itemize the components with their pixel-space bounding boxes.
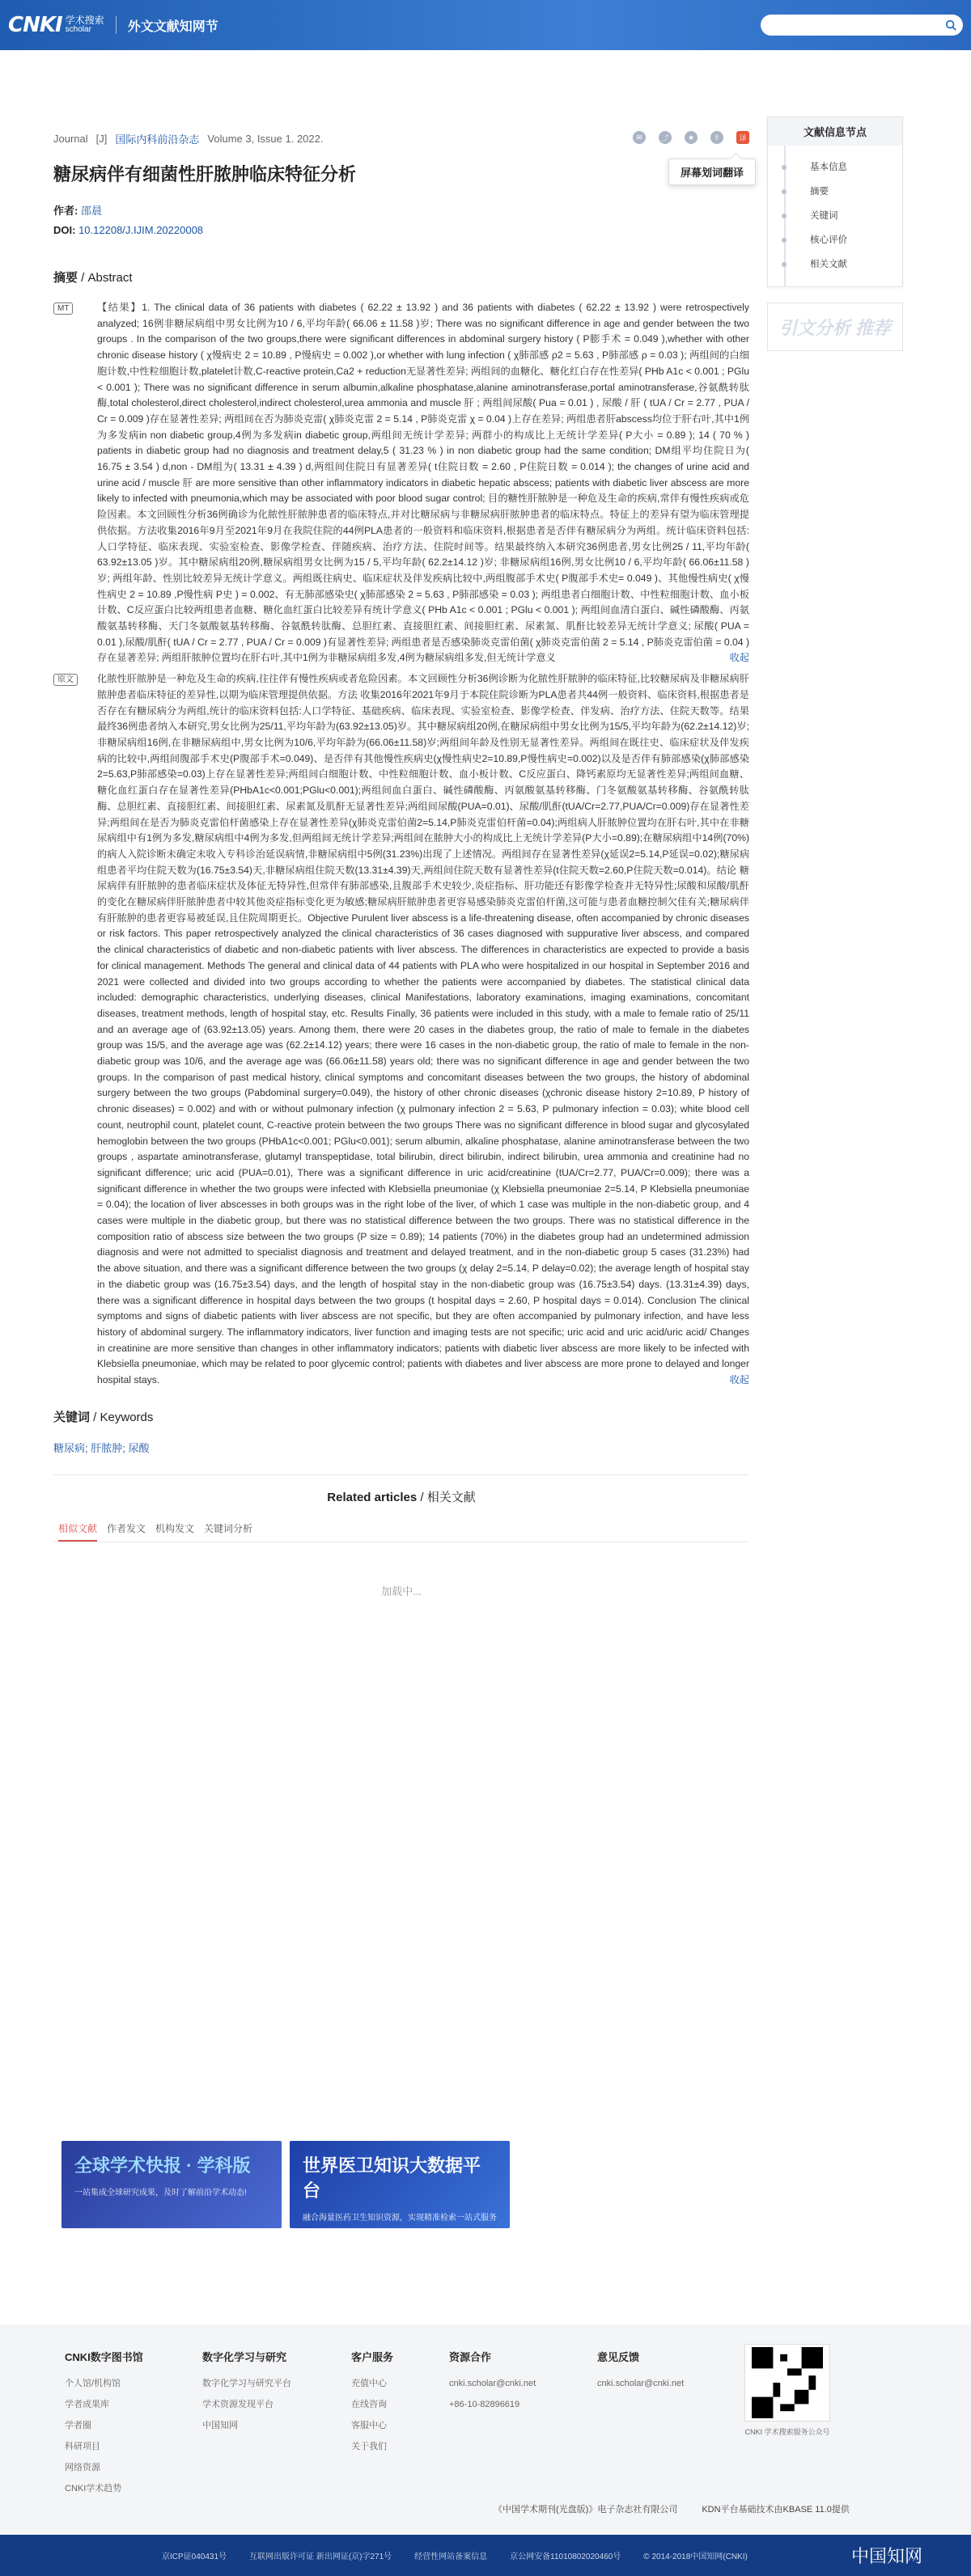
keywords-label: 关键词 (53, 1410, 91, 1424)
footer-col-title: 客户服务 (351, 2351, 394, 2363)
footer-col-title: 意见反馈 (597, 2351, 640, 2363)
banner-title: 全球学术快报 · 学科版 (74, 2155, 251, 2176)
related-title: Related articles (327, 1490, 418, 1504)
bottom-bar (0, 2535, 971, 2576)
sidebar-item-basic-info[interactable]: 基本信息 (810, 155, 902, 180)
mt-badge: MT (53, 302, 73, 315)
divider (53, 1474, 749, 1475)
footer-phone: +86-10-82896619 (449, 2400, 520, 2409)
qr-code-icon (752, 2347, 823, 2418)
police-filing-text[interactable]: 京公网安备11010802020460号 (510, 2553, 621, 2561)
footer-link[interactable]: 中国知网 (202, 2421, 238, 2430)
keywords-label-en: Keywords (100, 1410, 154, 1424)
citation-analysis-ad[interactable]: 引文分析 推荐 (767, 302, 903, 351)
sidebar-item-related[interactable]: 相关文献 (810, 252, 902, 277)
sidebar-item-core-eval[interactable]: 核心评价 (810, 228, 902, 252)
filing-text[interactable]: 经营性网站备案信息 (414, 2553, 488, 2561)
banner-subtitle: 融合海量医药卫生知识资源，实现精准检索一站式服务 (303, 2214, 497, 2223)
authors-label: 作者: (53, 205, 78, 217)
fold-link-2[interactable]: 收起 (729, 1374, 749, 1386)
footer-col-title: CNKI数字图书馆 (65, 2351, 143, 2363)
abstract-original (53, 671, 749, 1389)
orig-badge: 原文 (53, 674, 78, 686)
qr-caption: CNKI 学术搜索服务公众号 (744, 2428, 830, 2436)
doi-line (53, 224, 749, 236)
tab-similar[interactable]: 相似文献 (58, 1521, 97, 1542)
divider (116, 16, 117, 34)
icp-text[interactable]: 京ICP证040431号 (162, 2553, 227, 2561)
footer-email[interactable]: cnki.scholar@cnki.net (449, 2379, 536, 2388)
logo-mark: CNKI (8, 13, 62, 37)
footer-email[interactable]: cnki.scholar@cnki.net (597, 2379, 685, 2388)
footer-link[interactable]: 关于我们 (351, 2442, 387, 2451)
doi-link[interactable]: 10.12208/J.IJIM.20220008 (78, 224, 204, 236)
footer-link[interactable]: 数字化学习与研究平台 (202, 2379, 291, 2388)
footer-link[interactable]: 科研项目 (65, 2442, 100, 2451)
abstract-label-en: Abstract (87, 271, 133, 285)
footer-col (202, 2347, 291, 2436)
article-title: 糖尿病伴有细菌性肝脓肿临床特征分析 (53, 164, 357, 184)
top-header (0, 0, 971, 50)
footer-link[interactable]: 学者圈 (65, 2421, 91, 2430)
banner-title: 世界医卫知识大数据平台 (303, 2155, 481, 2201)
site-title: 外文文献知网节 (127, 19, 218, 34)
footer-col (597, 2347, 684, 2394)
related-tabs (53, 1521, 749, 1542)
banner-row (61, 2141, 510, 2228)
logo-cn: 学术搜索 (65, 15, 104, 26)
footer-col-title: 数字化学习与研究 (202, 2351, 287, 2363)
tab-keyword-analysis[interactable]: 关键词分析 (204, 1522, 253, 1534)
logo-en: scholar (65, 25, 91, 34)
footer-col (65, 2347, 143, 2499)
banner-subtitle: 一站集成全球研究成果，及时了解前沿学术动态! (74, 2189, 247, 2197)
footer-link[interactable]: 学术资源发现平台 (202, 2400, 273, 2409)
keywords-heading: 关键词 / Keywords (53, 1410, 154, 1424)
tab-author-papers[interactable]: 作者发文 (107, 1522, 146, 1534)
sidebar-item-abstract[interactable]: 摘要 (810, 180, 902, 204)
footer-link[interactable]: 在线咨询 (351, 2400, 387, 2409)
cnki-logo[interactable] (8, 13, 104, 37)
abstract-mt-text: 【结果】1. The clinical data of 36 patients with diabetes ( 62.22 ± 13.92 ) and 36 patients with diabetes ( 62.22 ± 13.92 ) were retrospectively analyzed; 16例非糖尿病组中男女比例为10 / 6,平均年龄( 66.06 ± 11.58 )岁; There was no significant difference in age and gender between the two groups . In the comparison of the two groups,there were significant differences in abdominal surgery history ( P膨手术 = 0.049 ),whether with other chronic disease history ( χ慢病史 2 = 10.89 , P慢病史 = 0.002 ),or whether with lung infection ( χ肺部感 ρ2 = 5.63 , P肺部感 ρ = 0.03 ); 两组间的白细胞计数,中性粒细胞计数,platelet计数,C-reactive protein,Ca2 + reduction无显著性差异; 两组间的血糖化、糖化红白存在性差异( PHb A1c < 0.001 ; PGlu < 0.001 ); There was no significant difference in serum albumin,alkaline phosphatase,alanine aminotransferase,portal aminotransferase,谷氨酰转肽酶,total cholesterol,direct cholesterol,indirect cholesterol,urea ammonia and muscle 肝 ; 两组间尿酸( Pua = 0.01 ) , 尿酸 / 肝 ( tUA / Cr = 2.77 , PUA / Cr = 0.009 )存在显著性差异; 两组间在否为肺炎克雷( χ肺炎克雷 2 = 5.14 , P肺炎克雷 χ = 0.04 )上存在差异; 两组患者肝abscess均位于肝右叶,其中1例为多发病in non diabetic group,4例为多发病in diabetic group,两组间无统计学差异; 两群小的构成比上无统计学差异( P大小 = 0.89 ); 14 ( 70 % ) patients in diabetic group had no diagnosis and treatment delay,5 ( 31.23 % ) in non diabetic group had the same condition; DM组平均住院日为( 16.75 ± 3.54 ) d,non - DM组为( 13.31 ± 4.39 ) d,两组间住院日有显著差异( t住院日数 = 2.60 , P住院日数 = 0.014 ); the changes of urine acid and urine acid / muscle 肝 are more sensitive than other inflammatory indicators in diabetic hepatic abscess; patients with diabetic liver abscess are more likely to infected with pneumonia,which may be associated with poor blood sugar control; 目的糖性肝脓肿是一种危及生命的疾病,常伴有慢性疾病或危险因素。本文回顾性分析36例确诊为化脓性肝脓肿患者的临床特点,并对比糖尿病与非糖尿病肝脓肿患者的临床特点。特征上的差异有望为临床管理提供依据。方法收集2016年9月至2021年9月在我院住院的44例PLA患者的一般资料和临床资料,根据患者是否伴有糖尿病分为两组。统计临床资料包括: 人口学特征、临床表现、实验室检查、影像学检查、伴随疾病、治疗方法、住院时间等。结果最终纳入本研究36例患者,男女比例25 / 11,平均年龄( 63.92±13.05 )岁。其中糖尿病组20例,糖尿病组男女比例为15 / 5,平均年龄( 62.2±14.12 )岁; 非糖尿病组16例,男女比例10 / 6,平均年龄( 66.06±11.58 )岁; 两组年龄、性别比较差异无统计学意义。两组既往病史、临床症状及伴发疾病比较中,两组腹部手术史( P腹部手术史= 0.049 )、其他慢性病史( χ慢性病史 2 = 10.89 ,P慢性病 P史 ) = 0.002、有无肺部感染史( χ肺部感染 2 = 5.63 , P肺部感染 = 0.03 ); 两组患者白细胞计数、中性粒细胞计数、血小板计数、C反应蛋白比较两组患者血糖、糖化血红蛋白比较差异有统计学意义( PHb A1c < 0.001 ; PGlu < 0.001 ); 两组间血清白蛋白、碱性磷酸酶、丙氨酸氨基转移酶、天门冬氨酸氨基转移酶、谷氨酰转肽酶、总胆红素、直接胆红素、间接胆红素、尿素氮、肌酐比较差异无统计学意义; 尿酸( PUA = 0.01 ),尿酸/肌酐( tUA / Cr = 2.77 , PUA / Cr = 0.009 )有显著性差异; 两组患者是否感染肺炎克雷伯菌( χ肺炎克雷伯菌 2 = 5.14 , P肺炎克雷伯菌 = 0.04 )存在显著差异; 两组肝脓肿位置均在肝右叶,其中1例为非糖尿病组多发,4例为糖尿病组多发,但无统计学意义 (97, 302, 749, 664)
footer-link[interactable]: 学者成果库 (65, 2400, 109, 2409)
platform-text: KDN平台基础技术由KBASE 11.0提供 (702, 2505, 850, 2515)
issue-label: Volume 3, Issue 1. 2022. (207, 133, 324, 145)
qr-code (744, 2344, 830, 2422)
related-title-cn: 相关文献 (426, 1490, 476, 1504)
sidebar-title: 文献信息节点 (768, 117, 902, 146)
export-icon[interactable]: ⇪ (710, 131, 723, 144)
search-input[interactable] (761, 15, 963, 36)
sidebar-item-keywords[interactable]: 关键词 (810, 204, 902, 228)
sidebar-list (784, 146, 902, 286)
footer-bottom (494, 2502, 850, 2515)
footer-link[interactable]: CNKI学术趋势 (65, 2484, 122, 2494)
publisher-text: 《中国学术期刊(光盘版)》电子杂志社有限公司 (494, 2505, 678, 2515)
cnki-footer-logo: 中国知网 (850, 2547, 922, 2567)
author-link[interactable]: 邵晨 (80, 205, 102, 217)
license-text[interactable]: 互联网出版许可证 新出网证(京)字271号 (249, 2553, 392, 2561)
footer-link[interactable]: 充值中心 (351, 2379, 387, 2388)
loading-text: 加载中... (381, 1584, 422, 1597)
footer-link[interactable]: 网络资源 (65, 2463, 100, 2472)
journal-link[interactable]: 国际内科前沿杂志 (115, 133, 200, 146)
favorite-icon[interactable]: ★ (685, 131, 698, 144)
source-label: Journal (53, 133, 88, 145)
type-label: [J] (95, 133, 108, 145)
authors-line (53, 202, 749, 218)
abstract-mt (53, 300, 749, 666)
search-icon[interactable] (945, 19, 956, 31)
email-icon[interactable]: ✉ (633, 131, 646, 144)
banner-scholar-express[interactable] (61, 2141, 282, 2228)
translate-icon[interactable]: 译 (736, 131, 749, 144)
related-heading: Related articles / 相关文献 (327, 1490, 476, 1504)
translate-tooltip: 屏幕划词翻译 (668, 159, 756, 185)
footer-col (449, 2347, 536, 2415)
tab-institution-papers[interactable]: 机构发文 (155, 1522, 195, 1534)
doi-label: DOI: (53, 224, 76, 236)
info-sidebar (767, 116, 903, 287)
article-toolbar (633, 131, 749, 179)
banner-medical-platform[interactable] (290, 2141, 510, 2228)
footer (0, 2324, 971, 2535)
abstract-heading: 摘要 / Abstract (53, 271, 133, 285)
footer-col-title: 资源合作 (449, 2351, 492, 2363)
copyright-text: © 2014-2018中国知网(CNKI) (643, 2553, 748, 2561)
footer-link[interactable]: 个人馆/机构馆 (65, 2379, 121, 2388)
article-content (53, 131, 749, 1598)
footer-col (351, 2347, 393, 2457)
footer-link[interactable]: 客服中心 (351, 2421, 387, 2430)
keywords-list[interactable]: 糖尿病; 肝脓肿; 尿酸 (53, 1441, 150, 1454)
fold-link[interactable]: 收起 (729, 652, 749, 664)
abstract-orig-text: 化脓性肝脓肿是一种危及生命的疾病,往往伴有慢性疾病或者危险因素。本文回顾性分析36例诊断为化脓性肝脓肿的临床特征,比较糖尿病及非糖尿病肝脓肿患者临床特征的差异性,以期为临床管理提供依据。方法 收集2016年2021年9月于本院住院诊断为PLA患者共44例一般资料、临床资料,根据患者是否存在有糖尿病分为两组,统计的临床资料包括:人口学特征、基础疾病、临床表现、实验室检查、影像学检查、伴发病、治疗方法、住院天数等。结果 最终36例患者纳入本研究,男女比例为25/11,平均年龄为(63.92±13.05)岁。其中糖尿病组20例,在糖尿病组中男女比例为15/5,平均年龄为(62.2±14.12)岁;非糖尿病组16例,在非糖尿病组中,男女比例为10/6,平均年龄为(66.06±11.58)岁;两组间年龄及性别无显著性差异。两组间在既往史、临床症状及伴发疾病的比较中,两组间腹部手术史(P腹部手术=0.049)、是否伴有其他慢性疾病史(χ慢性病史2=10.89,P慢性病史=0.002)以及是否伴有肺部感染(χ肺部感染2=5.63,P肺部感染=0.03)上存在显著性差异;两组间白细胞计数、中性粒细胞计数、血小板计数、C反应蛋白、降钙素原均无显著性差异;两组间血糖、糖化血红蛋白存在显著性差异(PHbA1c<0.001;PGlu<0.001);两组间血白蛋白、碱性磷酸酶、丙氨酸氨基转移酶、门冬氨酸氨基转移酶、谷氨酰转肽酶、总胆红素、直接胆红素、间接胆红素、尿素氮及肌酐无显著性差异;两组间尿酸(PUA=0.01)、尿酸/肌酐(tUA/Cr=2.77,PUA/Cr=0.009)存在显著性差异;两组间在是否为肺炎克雷伯杆菌感染上存在显著性差异(χ肺炎克雷伯菌2=5.14,P肺炎克雷伯杆菌=0.04);两组病人肝脓肿位置均在肝右叶,其中在非糖尿病组中有1例为多发,糖尿病组中4例为多发,但两组间无统计学差异;两组间在脓肿大小的构成比上无统计学差异(P大小=0.89);在糖尿病组中14例(70%)的病人入院诊断未确定未收入专科诊治延误病情,非糖尿病组中5例(31.23%)出现了上述情况。两组间存在显著性差异(χ延误2=5.14,P延误=0.02);糖尿病组患者平均住院天数为(16.75±3.54)天,非糖尿病组住院天数(13.31±4.39)天,两组间住院天数有显著性差异(t住院天数=2.60,P住院天数=0.014)。结论 糖尿病伴有肝脓肿的患者临床症状及体征无特异性,但常伴有肺部感染,且腹部手术史较少,炎症指标、肝功能还有影像学检查并无特异性;尿酸和尿酸/肌酐的变化在糖尿病伴肝脓肿患者中较其他炎症指标变化更为敏感;糖尿病肝脓肿患者更容易感染肺炎克雷伯杆菌,这可能与患者血糖控制欠佳有关;糖尿病伴有肝脓肿的患者更容易被延误,且住院周期更长。Objective Purulent liver abscess is a life-threatening disease, often accompanied by chronic diseases or risk factors. This paper retrospectively analyzed the clinical characteristics of 36 cases diagnosed with suppurative liver abscess, and compared the clinical characteristics of diabetic and non-diabetic patients with liver abscess. The differences in characteristics are expected to provide a basis for clinical management. Methods The general and clinical data of 44 patients with PLA who were hospitalized in our hospital in September 2016 and 2021 were collected and divided into two groups according to whether the patients were accompanied by diabetes. The statistical clinical data included: demographic characteristics, underlying diseases, clinical Manifestations, laboratory examinations, imaging examinations, concomitant diseases, treatment methods, length of hospital stay, etc. Results Finally, 36 patients were included in this study, with a male to female ratio of 25/11 and an average age of (63.92±13.05) years. Among them, there were 20 cases in the diabetes group, the ratio of male to female in the diabetes group was 15/5, and the average age was (62.2±14.12) years; there were 16 cases in the non-diabetic group, the ratio of male to female in the non-diabetic group was 10/6, and the average age was (66.06±11.58) years old; there was no significant difference in age and gender between the two groups. In the comparison of past medical history, clinical symptoms and concomitant diseases between the two groups, the history of abdominal surgery between the two groups (Pabdominal surgery=0.049), the history of other chronic diseases (χchronic disease history 2=10.89, P history of chronic diseases) = 0.002) and with or without pulmonary infection (χ pulmonary infection 2 = 5.63, P pulmonary infection = 0.03); white blood cell count, neutrophil count, platelet count, C-reactive protein between the two groups There was no significant difference in blood sugar and glycosylated hemoglobin between the two groups (PHbA1c<0.001; PGlu<0.001); serum albumin, alkaline phosphatase, alanine aminotransferase between the two groups , aspartate aminotransferase, glutamyl transpeptidase, total bilirubin, direct bilirubin, indirect bilirubin, urea ammonia and creatinine had no significant difference; uric acid (PUA=0.01), There was a significant difference in uric acid/creatinine (tUA/Cr=2.77, PUA/Cr=0.009); there was a significant difference in whether the two groups were infected with Klebsiella pneumoniae (χ Klebsiella pneumoniae 2=5.14, P Klebsiella pneumoniae = 0.04); the location of liver abscesses in both groups was in the right lobe of the liver, of which 1 case was multiple in the non-diabetic group, and 4 cases were multiple in the diabetic group, but there was no statistical difference between the two groups. There was no statistical difference in the composition ratio of abscess size between the two groups (P size = 0.89); 14 patients (70%) in the diabetes group had an undetermined admission diagnosis and were not admitted to specialist diagnosis and treatment and delayed treatment, and in the non-diabetic group 5 cases (31.23%) had the above situation, and there was a significant difference between the two groups (χ delay 2=5.14, P delay=0.02); the average length of hospital stay in the diabetic group was (16.75±3.54) days, and the length of hospital stay in the non-diabetic group was (16.75±3.54) days. (13.31±4.39) days, there was a significant difference in hospital days between the two groups (t hospital days = 2.60, P hospital days = 0.014). Conclusion The clinical symptoms and signs of diabetic patients with liver abscess are not specific, but they are often accompanied by pulmonary infection, and have less history of abdominal surgery. The inflammatory indicators, liver function and imaging tests are not specific; uric acid and uric acid/uric acid/ Changes in creatinine are more sensitive than changes in other inflammatory indicators; patients with diabetic liver abscess are more likely to be infected with Klebsiella pneumoniae, which may be related to poor glycemic control; patients with diabetes and liver abscess are more prone to delayed and longer hospital stays. (97, 673, 749, 1386)
abstract-label: 摘要 (53, 271, 78, 285)
share-icon[interactable]: ⤴ (659, 131, 672, 144)
